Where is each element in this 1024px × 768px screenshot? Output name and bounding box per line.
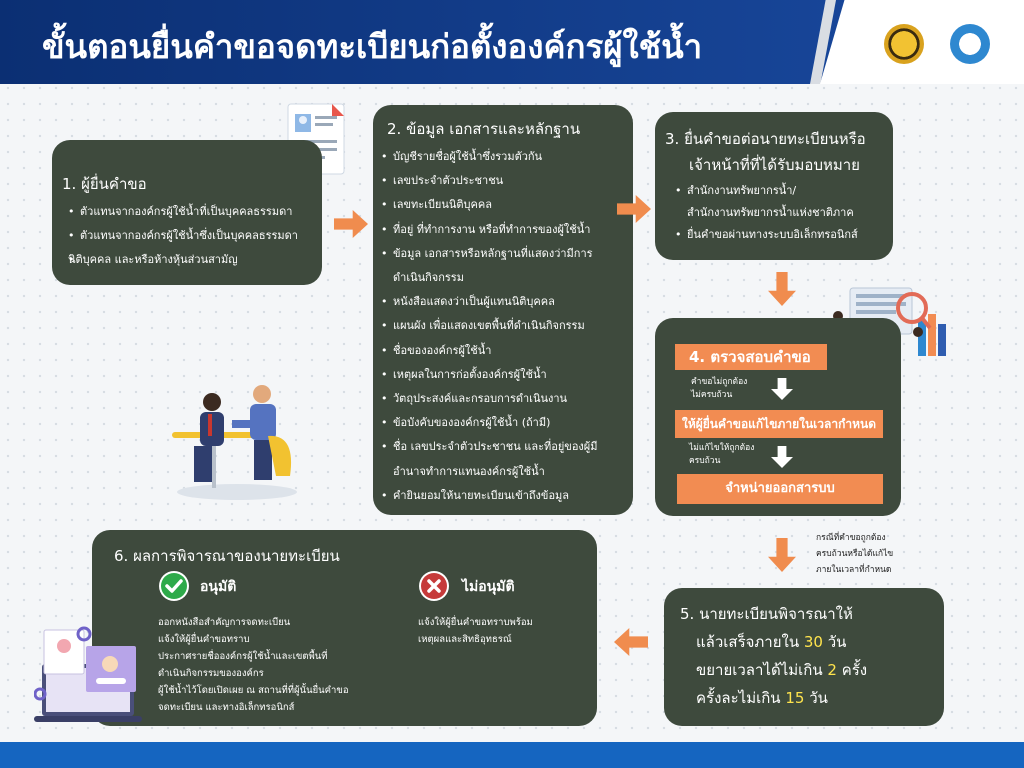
reject-details bbox=[418, 614, 533, 648]
text: แล้วเสร็จภายใน bbox=[696, 633, 804, 651]
meeting-illustration bbox=[172, 380, 302, 502]
note-line: ไม่ครบถ้วน bbox=[691, 390, 733, 400]
list-item: • ตัวแทนจากองค์กรผู้ใช้น้ำซึ่งเป็นบุคคลธรรมดา bbox=[68, 224, 318, 248]
list-item: • เหตุผลในการก่อตั้งองค์กรผู้ใช้น้ำ bbox=[381, 363, 629, 387]
list-item: • ชื่อ เลขประจำตัวประชาชน และที่อยู่ของผู้มี bbox=[381, 435, 629, 459]
step2-title: 2. ข้อมูล เอกสารและหลักฐาน bbox=[387, 120, 581, 138]
x-circle-icon bbox=[418, 570, 450, 602]
step4-title: 4. ตรวจสอบคำขอ bbox=[675, 344, 827, 370]
arrow-down-icon bbox=[771, 446, 793, 468]
step5-line1: 5. นายทะเบียนพิจารณาให้ bbox=[680, 605, 853, 623]
list-item: • แผนผัง เพื่อแสดงเขตพื้นที่ดำเนินกิจกรรม bbox=[381, 314, 629, 338]
note-line: ครบถ้วน bbox=[689, 456, 721, 466]
step1-applicant-box bbox=[52, 140, 322, 285]
step4-note-unfixed bbox=[689, 442, 754, 468]
step3-title bbox=[665, 126, 866, 178]
arrow-down-icon bbox=[768, 538, 796, 572]
text-line: แจ้งให้ผู้ยื่นคำขอทราบ bbox=[158, 634, 250, 645]
step4-remove-label: จำหน่ายออกสารบบ bbox=[677, 474, 883, 504]
reject-label: ไม่อนุมัติ bbox=[462, 579, 515, 595]
step4-note-incomplete bbox=[691, 376, 747, 402]
list-item: • ที่อยู่ ที่ทำการงาน หรือที่ทำการของผู้ใช้น้ำ bbox=[381, 218, 629, 242]
list-item: • เลขประจำตัวประชาชน bbox=[381, 169, 629, 193]
note-line: ไม่แก้ไขให้ถูกต้อง bbox=[689, 443, 755, 453]
note-line: ภายในเวลาที่กำหนด bbox=[816, 565, 892, 575]
approve-label: อนุมัติ bbox=[200, 579, 237, 595]
list-item: • วัตถุประสงค์และกรอบการดำเนินงาน bbox=[381, 387, 629, 411]
approve-details bbox=[158, 614, 349, 716]
step2-list bbox=[381, 145, 629, 508]
step4-fix-label: ให้ผู้ยื่นคำขอแก้ไขภายในเวลากำหนด bbox=[675, 410, 883, 438]
step5-line4 bbox=[696, 686, 828, 710]
text-line: ออกหนังสือสำคัญการจดทะเบียน bbox=[158, 617, 291, 628]
list-item: • ข้อบังคับขององค์กรผู้ใช้น้ำ (ถ้ามี) bbox=[381, 411, 629, 435]
list-item: • เลขทะเบียนนิติบุคคล bbox=[381, 193, 629, 217]
text: วัน bbox=[804, 689, 828, 707]
step6-title: 6. ผลการพิจารณาของนายทะเบียน bbox=[114, 547, 340, 565]
text: ขยายเวลาได้ไม่เกิน bbox=[696, 661, 828, 679]
step6-result-box bbox=[92, 530, 597, 726]
valid-request-note bbox=[816, 530, 893, 578]
list-item: • ยื่นคำขอผ่านทางระบบอิเล็กทรอนิกส์ bbox=[675, 224, 889, 246]
note-line: ครบถ้วนหรือได้แก้ไข bbox=[816, 549, 894, 559]
list-item: สำนักงานทรัพยากรน้ำแห่งชาติภาค bbox=[687, 206, 854, 219]
water-department-logo bbox=[950, 24, 990, 64]
list-item: • ข้อมูล เอกสารหรือหลักฐานที่แสดงว่ามีการ bbox=[381, 242, 629, 266]
text: วัน bbox=[822, 633, 847, 651]
list-item: • หนังสือแสดงว่าเป็นผู้แทนนิติบุคคล bbox=[381, 290, 629, 314]
arrow-left-icon bbox=[614, 628, 648, 656]
list-item: ดำเนินกิจกรรม bbox=[393, 271, 464, 285]
step1-title: 1. ผู้ยื่นคำขอ bbox=[62, 175, 147, 193]
arrow-right-icon bbox=[334, 210, 368, 238]
step5-line2 bbox=[696, 630, 846, 654]
step5-registrar-box bbox=[664, 588, 944, 726]
extension-days-value: 15 bbox=[785, 689, 805, 707]
computer-illustration bbox=[34, 624, 146, 724]
text-line: ดำเนินกิจกรรมขององค์กร bbox=[158, 668, 264, 679]
list-item: • สำนักงานทรัพยากรน้ำ/ bbox=[675, 180, 889, 202]
text: ครั้งละไม่เกิน bbox=[696, 689, 786, 707]
text-line: จดทะเบียน และทางอิเล็กทรอนิกส์ bbox=[158, 702, 295, 713]
check-circle-icon bbox=[158, 570, 190, 602]
page-title: ขั้นตอนยื่นคำขอจดทะเบียนก่อตั้งองค์กรผู้ใช้น้ำ bbox=[42, 27, 703, 66]
step3-list bbox=[675, 180, 889, 246]
note-line: กรณีที่คำขอถูกต้อง bbox=[816, 533, 886, 543]
step4-check-box bbox=[655, 318, 901, 516]
step2-documents-box bbox=[373, 105, 633, 515]
text: ครั้ง bbox=[836, 661, 868, 679]
list-item: • บัญชีรายชื่อผู้ใช้น้ำซึ่งรวมตัวกัน bbox=[381, 145, 629, 169]
government-seal-logo bbox=[884, 24, 924, 64]
note-line: คำขอไม่ถูกต้อง bbox=[691, 377, 748, 387]
arrow-down-icon bbox=[768, 272, 796, 306]
list-item: • ชื่อขององค์กรผู้ใช้น้ำ bbox=[381, 339, 629, 363]
text-line: แจ้งให้ผู้ยื่นคำขอทราบพร้อม bbox=[418, 617, 533, 628]
text-line: ประกาศรายชื่อองค์กรผู้ใช้น้ำและเขตพื้นที่ bbox=[158, 651, 328, 662]
text-line: เหตุผลและสิทธิอุทธรณ์ bbox=[418, 634, 512, 645]
step1-list bbox=[68, 200, 318, 272]
arrow-down-icon bbox=[771, 378, 793, 400]
list-item: • คำยินยอมให้นายทะเบียนเข้าถึงข้อมูล bbox=[381, 484, 629, 508]
step3-title-line2: เจ้าหน้าที่ที่ได้รับมอบหมาย bbox=[689, 156, 860, 174]
step3-submit-box bbox=[655, 112, 893, 260]
text-line: ผู้ใช้น้ำไว้โดยเปิดเผย ณ สถานที่ที่ผู้นั้นยื่นคำขอ bbox=[158, 685, 349, 696]
list-item: อำนาจทำการแทนองค์กรผู้ใช้น้ำ bbox=[393, 464, 545, 478]
extensions-value: 2 bbox=[827, 661, 837, 679]
days-value: 30 bbox=[803, 633, 823, 651]
footer-bar bbox=[0, 742, 1024, 768]
step3-title-line1: 3. ยื่นคำขอต่อนายทะเบียนหรือ bbox=[665, 130, 866, 148]
step5-line3 bbox=[696, 658, 867, 682]
list-item: • ตัวแทนจากองค์กรผู้ใช้น้ำที่เป็นบุคคลธรรมดา bbox=[68, 200, 318, 224]
list-item: • นิติบุคคล และหรือห้างหุ้นส่วนสามัญ bbox=[68, 248, 318, 272]
